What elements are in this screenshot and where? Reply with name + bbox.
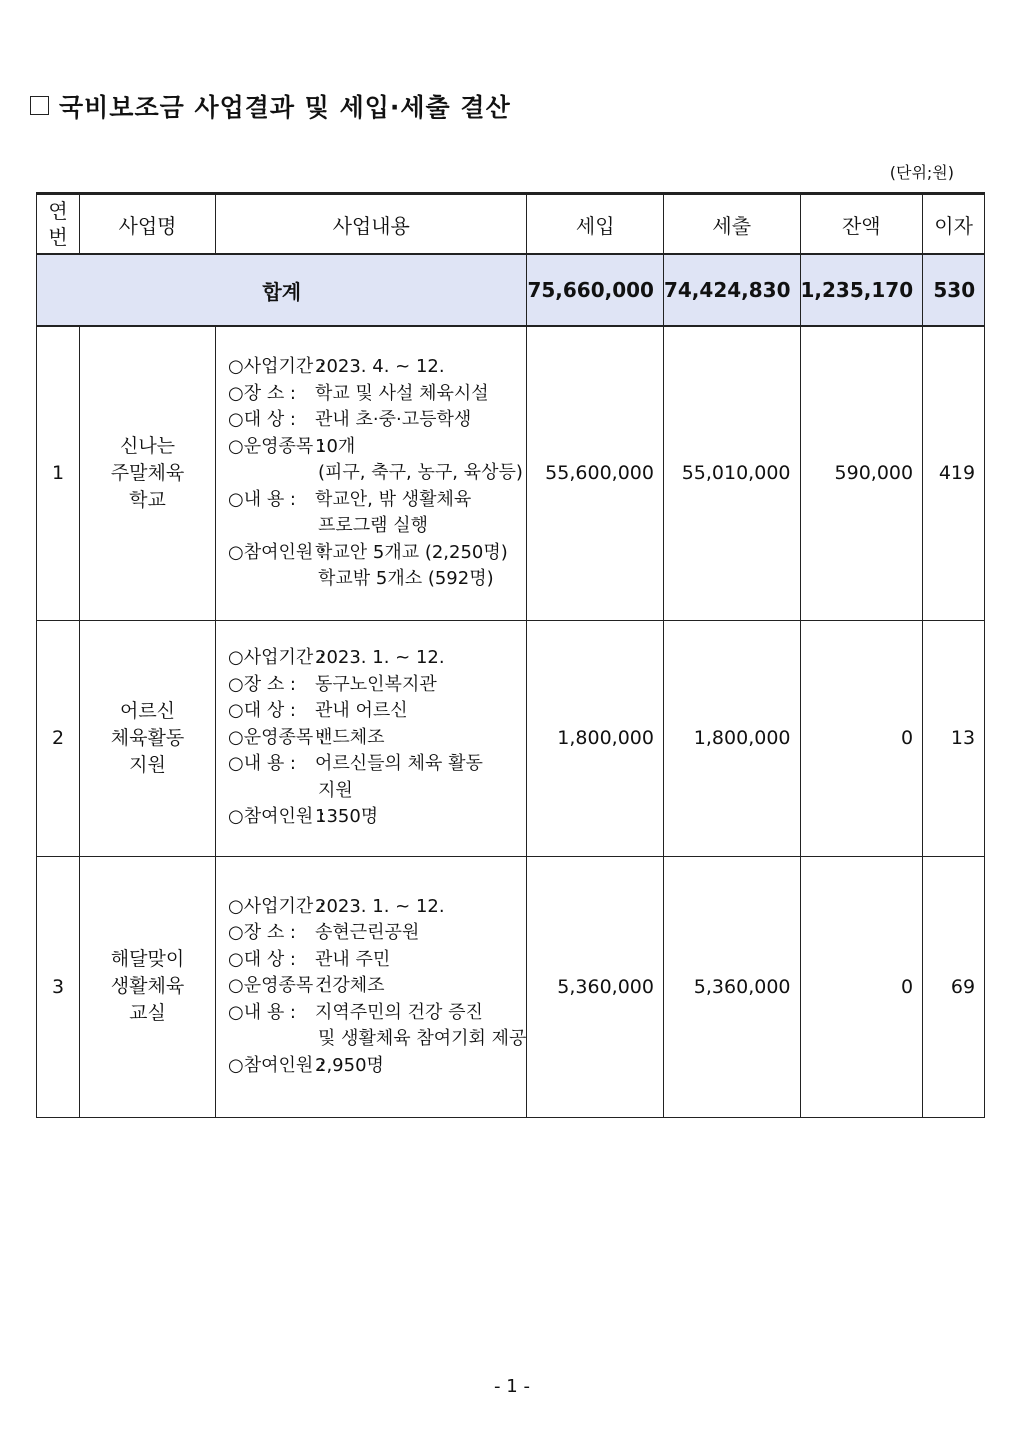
desc-value: 밴드체조 — [315, 726, 385, 748]
desc-value: 프로그램 실행 — [318, 515, 429, 536]
row-income: 55,600,000 — [527, 326, 664, 620]
desc-line — [228, 381, 526, 408]
desc-value: 2023. 1. ~ 12. — [315, 895, 445, 917]
total-row — [37, 254, 985, 326]
row-name-line: 주말체육 — [110, 461, 185, 484]
desc-line — [228, 804, 526, 831]
row-no: 3 — [37, 856, 80, 1117]
header-interest: 이자 — [923, 194, 985, 255]
header-no-line2: 번 — [48, 225, 68, 249]
row-interest: 419 — [923, 326, 985, 620]
row-name-line: 학교 — [129, 488, 166, 511]
settlement-table — [36, 192, 985, 1118]
desc-value: 어르신들의 체육 활동 — [315, 753, 483, 775]
desc-line — [228, 920, 526, 947]
page-number: - 1 - — [494, 1376, 530, 1397]
desc-key: ○대 상 : — [228, 700, 296, 722]
table-row — [37, 620, 985, 856]
desc-value: 2023. 1. ~ 12. — [315, 647, 445, 669]
desc-line — [228, 1053, 526, 1080]
desc-value: 학교안 5개교 (2,250명) — [315, 541, 508, 563]
title-text: 국비보조금 사업결과 및 세입·세출 결산 — [59, 93, 511, 122]
desc-line — [228, 407, 526, 434]
desc-value: 지원 — [318, 779, 353, 801]
desc-key: ○사업기간 : — [228, 647, 326, 669]
row-name-line: 어르신 — [119, 699, 176, 722]
row-no: 2 — [37, 620, 80, 856]
desc-value: 학교 및 사설 체육시설 — [315, 382, 489, 404]
page-title — [30, 88, 511, 124]
row-name-line: 지원 — [129, 753, 166, 776]
desc-value: 동구노인복지관 — [315, 673, 437, 695]
desc-value: 지역주민의 건강 증진 — [315, 1001, 483, 1023]
desc-value: 관내 초·중·고등학생 — [315, 409, 472, 430]
desc-value: 1350명 — [315, 806, 379, 828]
desc-value: 관내 어르신 — [315, 700, 408, 722]
desc-continuation — [228, 460, 526, 487]
header-desc: 사업내용 — [216, 194, 527, 255]
desc-continuation — [228, 513, 526, 540]
desc-line — [228, 894, 526, 921]
desc-value: 및 생활체육 참여기회 제공 — [318, 1028, 527, 1050]
checkbox-square-icon — [30, 96, 49, 115]
desc-value: 학교밖 5개소 (592명) — [318, 568, 494, 589]
desc-line — [228, 973, 526, 1000]
desc-continuation — [228, 566, 526, 593]
desc-line — [228, 354, 526, 381]
row-desc — [216, 620, 527, 856]
desc-value: 송현근린공원 — [315, 922, 420, 944]
desc-line — [228, 645, 526, 672]
desc-line — [228, 725, 526, 752]
desc-value: 학교안, 밖 생활체육 — [315, 488, 472, 510]
desc-key: ○운영종목 : — [228, 975, 326, 997]
row-name — [80, 856, 216, 1117]
desc-line — [228, 947, 526, 974]
header-no — [37, 194, 80, 255]
desc-key: ○장 소 : — [228, 922, 296, 944]
header-balance: 잔액 — [800, 194, 923, 255]
total-interest: 530 — [923, 254, 985, 326]
desc-key: ○사업기간 : — [228, 356, 326, 377]
row-expense: 55,010,000 — [663, 326, 800, 620]
desc-key: ○참여인원 : — [228, 541, 326, 563]
desc-key: ○사업기간 : — [228, 895, 326, 917]
desc-value: 2,950명 — [315, 1054, 384, 1076]
row-name — [80, 620, 216, 856]
unit-label: (단위;원) — [889, 163, 954, 182]
desc-value: (피구, 축구, 농구, 육상등) — [318, 462, 523, 483]
row-name — [80, 326, 216, 620]
desc-key: ○참여인원 : — [228, 806, 326, 828]
table-row — [37, 856, 985, 1117]
row-interest: 13 — [923, 620, 985, 856]
total-balance: 1,235,170 — [800, 254, 923, 326]
row-balance: 0 — [800, 620, 923, 856]
desc-key: ○내 용 : — [228, 753, 296, 775]
header-no-line1: 연 — [48, 199, 68, 223]
row-desc — [216, 326, 527, 620]
row-expense: 1,800,000 — [663, 620, 800, 856]
row-balance: 590,000 — [800, 326, 923, 620]
total-expense: 74,424,830 — [663, 254, 800, 326]
header-expense: 세출 — [663, 194, 800, 255]
desc-key: ○내 용 : — [228, 488, 296, 510]
desc-line — [228, 434, 526, 461]
row-desc — [216, 856, 527, 1117]
row-interest: 69 — [923, 856, 985, 1117]
row-balance: 0 — [800, 856, 923, 1117]
desc-line — [228, 751, 526, 778]
desc-continuation — [228, 1026, 526, 1053]
header-name: 사업명 — [80, 194, 216, 255]
row-name-line: 교실 — [129, 1002, 166, 1024]
total-label: 합계 — [37, 254, 527, 326]
desc-key: ○대 상 : — [228, 409, 296, 430]
row-income: 5,360,000 — [527, 856, 664, 1117]
header-row — [37, 194, 985, 255]
desc-value: 건강체조 — [315, 975, 385, 997]
row-expense: 5,360,000 — [663, 856, 800, 1117]
desc-value: 2023. 4. ~ 12. — [315, 356, 445, 377]
desc-key: ○운영종목 : — [228, 435, 326, 457]
desc-line — [228, 698, 526, 725]
desc-continuation — [228, 778, 526, 805]
desc-value: 10개 — [315, 435, 356, 457]
desc-line — [228, 487, 526, 514]
header-income: 세입 — [527, 194, 664, 255]
desc-key: ○장 소 : — [228, 382, 296, 404]
desc-line — [228, 1000, 526, 1027]
row-name-line: 해달맞이 — [110, 948, 185, 970]
desc-key: ○대 상 : — [228, 948, 296, 970]
row-name-line: 신나는 — [119, 434, 176, 457]
desc-key: ○운영종목 : — [228, 726, 326, 748]
desc-line — [228, 540, 526, 567]
desc-key: ○장 소 : — [228, 673, 296, 695]
row-name-line: 체육활동 — [110, 726, 185, 749]
desc-line — [228, 672, 526, 699]
row-name-line: 생활체육 — [110, 975, 185, 997]
desc-key: ○내 용 : — [228, 1001, 296, 1023]
row-no: 1 — [37, 326, 80, 620]
table-row — [37, 326, 985, 620]
row-income: 1,800,000 — [527, 620, 664, 856]
desc-key: ○참여인원 : — [228, 1054, 326, 1076]
total-income: 75,660,000 — [527, 254, 664, 326]
desc-value: 관내 주민 — [315, 948, 391, 970]
